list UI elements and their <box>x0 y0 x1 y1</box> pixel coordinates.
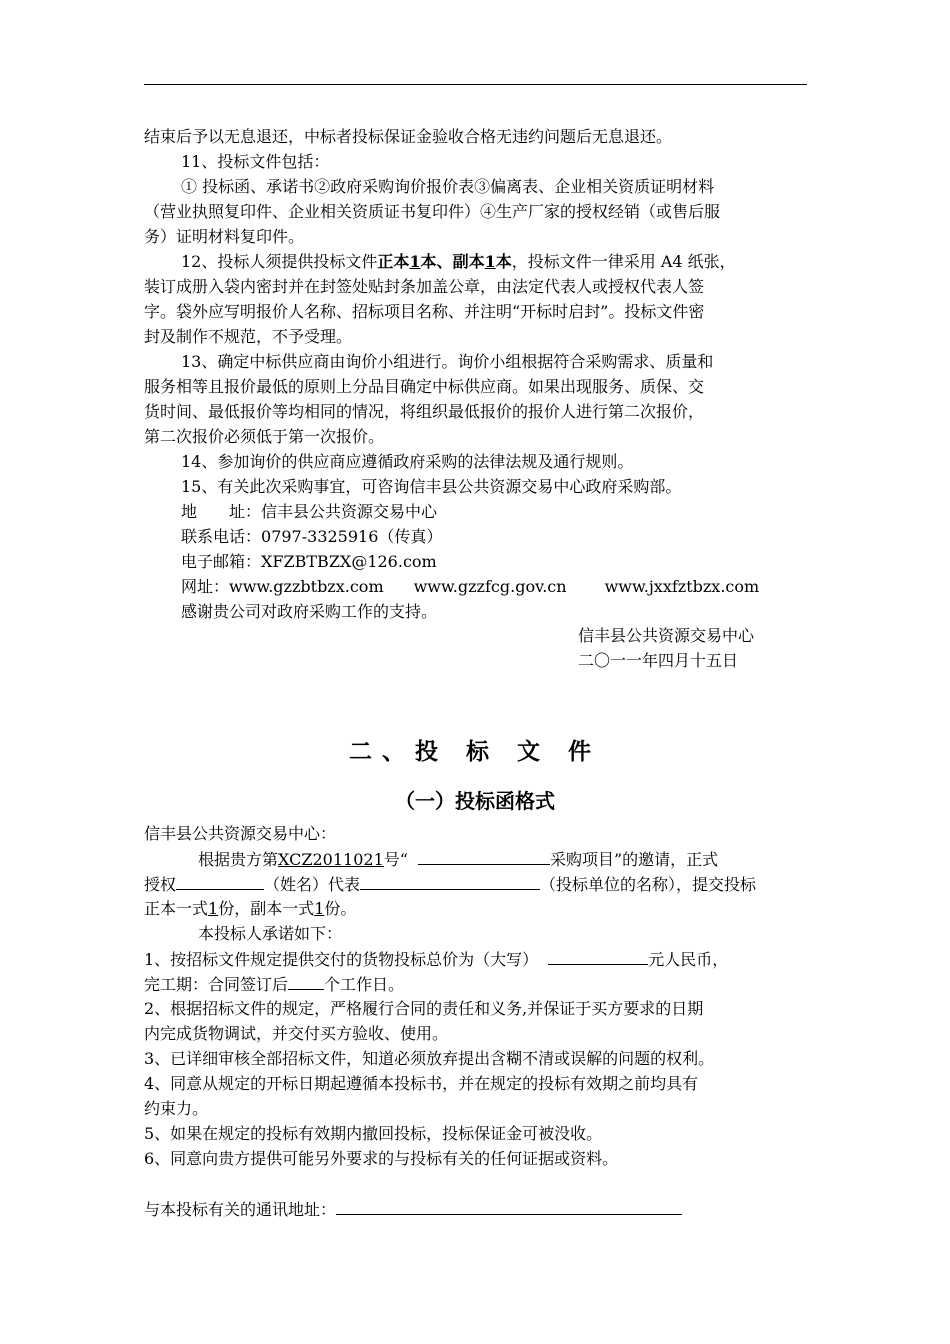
paragraph-12-line4: 封及制作不规范，不予受理。 <box>144 327 353 346</box>
section-subtitle: （一）投标函格式 <box>395 789 555 813</box>
item-5: 5、如果在规定的投标有效期内撤回投标，投标保证金可被没收。 <box>144 1124 603 1143</box>
contact-address-line <box>144 1198 682 1221</box>
letter-line3-b: 份，副本一式 <box>218 899 315 918</box>
item-4-line2: 约束力。 <box>144 1099 209 1118</box>
item-1-text-b: 元人民币， <box>648 950 729 969</box>
p12-copy-unit: 本 <box>495 252 512 271</box>
letter-line1-c: 采购项目”的邀请，正式 <box>549 850 719 869</box>
email-value: XFZBTBZX@126.com <box>261 552 437 571</box>
letter-line1-b: 号“ <box>383 850 408 869</box>
project-code: XCZ2011021 <box>278 850 384 869</box>
letter-line2-a: 授权 <box>144 875 177 894</box>
paragraph-13-line3: 货时间、最低报价等均相同的情况，将组织最低报价的报价人进行第二次报价， <box>144 402 705 421</box>
item-2-line1: 2、根据招标文件的规定，严格履行合同的责任和义务,并保证于买方要求的日期 <box>144 999 704 1018</box>
letter-line1-a: 根据贵方第 <box>198 850 279 869</box>
p12-original-label: 正本 <box>377 252 410 271</box>
duplicate-copies: 1 <box>314 899 325 918</box>
letter-line1 <box>198 848 718 871</box>
item-1-text-d: 个工作日。 <box>324 975 405 994</box>
work-days-blank[interactable] <box>288 973 324 990</box>
letter-line2-b: （姓名）代表 <box>264 875 361 894</box>
paragraph-11-line3: 务）证明材料复印件。 <box>144 227 305 246</box>
paragraph-15: 15、有关此次采购事宜，可咨询信丰县公共资源交易中心政府采购部。 <box>181 477 682 496</box>
paragraph-14: 14、参加询价的供应商应遵循政府采购的法律法规及通行规则。 <box>181 452 634 471</box>
paragraph-11-line1: ① 投标函、承诺书②政府采购询价报价表③偏离表、企业相关资质证明材料 <box>181 177 715 196</box>
website-label: 网址： <box>181 577 230 596</box>
p12-sep: 、 <box>436 252 453 271</box>
paragraph-13-line4: 第二次报价必须低于第一次报价。 <box>144 427 385 446</box>
address-line <box>181 501 437 523</box>
website-line <box>181 576 801 598</box>
paragraph-12-line2: 装订成册入袋内密封并在封签处贴封条加盖公章，由法定代表人或授权代表人签 <box>144 277 705 296</box>
item-2-line2: 内完成货物调试，并交付买方验收、使用。 <box>144 1024 449 1043</box>
project-name-blank[interactable] <box>418 848 550 865</box>
promise-heading: 本投标人承诺如下： <box>198 924 343 943</box>
signature-org: 信丰县公共资源交易中心 <box>578 626 755 645</box>
p12-original-unit: 本 <box>420 252 437 271</box>
company-name-blank[interactable] <box>360 873 540 890</box>
address-value: 信丰县公共资源交易中心 <box>261 502 438 521</box>
contact-address-blank[interactable] <box>336 1198 682 1215</box>
paragraph-13-line1: 13、确定中标供应商由询价小组进行。询价小组根据符合采购需求、质量和 <box>181 352 714 371</box>
name-blank[interactable] <box>176 873 264 890</box>
letter-line3-c: 份。 <box>324 899 357 918</box>
section-title: 二、投 标 文 件 <box>348 739 602 765</box>
letter-line3-a: 正本一式 <box>144 899 209 918</box>
p12-copy-count: 1 <box>484 252 496 271</box>
p12-copy-label: 副本 <box>452 252 485 271</box>
letter-line2 <box>144 873 756 896</box>
header-rule <box>144 84 807 85</box>
website-link-1[interactable]: www.gzzbtbzx.com <box>229 577 384 596</box>
phone-label: 联系电话： <box>181 527 262 546</box>
item-1-text-a: 1、按招标文件规定提供交付的货物投标总价为（大写） <box>144 950 539 969</box>
item-6: 6、同意向贵方提供可能另外要求的与投标有关的任何证据或资料。 <box>144 1149 619 1168</box>
letter-addressee: 信丰县公共资源交易中心： <box>144 824 337 843</box>
phone-value: 0797-3325916（传真） <box>261 527 443 546</box>
paragraph-11-title: 11、投标文件包括： <box>181 152 330 171</box>
total-price-blank[interactable] <box>548 948 648 965</box>
email-label: 电子邮箱： <box>181 552 262 571</box>
website-link-2[interactable]: www.gzzfcg.gov.cn <box>413 577 567 596</box>
thanks-line: 感谢贵公司对政府采购工作的支持。 <box>181 602 438 621</box>
address-label: 地 址： <box>181 502 262 521</box>
paragraph-13-line2: 服务相等且报价最低的原则上分品目确定中标供应商。如果出现服务、质保、交 <box>144 377 705 396</box>
paragraph-12-line3: 字。袋外应写明报价人名称、招标项目名称、并注明“开标时启封”。投标文件密 <box>144 302 705 321</box>
item-1-line1 <box>144 948 728 971</box>
item-1-text-c: 完工期：合同签订后 <box>144 975 289 994</box>
letter-line3 <box>144 898 356 920</box>
website-link-3[interactable]: www.jxxfztbzx.com <box>604 577 760 596</box>
paragraph-10-tail: 结束后予以无息退还，中标者投标保证金验收合格无违约问题后无息退还。 <box>144 127 673 146</box>
phone-line <box>181 526 442 548</box>
letter-line2-c: （投标单位的名称），提交投标 <box>540 875 757 894</box>
paragraph-11-line2: （营业执照复印件、企业相关资质证书复印件）④生产厂家的授权经销（或售后服 <box>144 202 721 221</box>
paragraph-12-line1 <box>181 251 736 273</box>
item-3: 3、已详细审核全部招标文件，知道必须放弃提出含糊不清或误解的问题的权利。 <box>144 1049 715 1068</box>
p12-text-a: 12、投标人须提供投标文件 <box>181 252 378 271</box>
p12-original-count: 1 <box>409 252 421 271</box>
email-line <box>181 551 437 573</box>
item-1-line2 <box>144 973 404 996</box>
original-copies: 1 <box>208 899 219 918</box>
item-4-line1: 4、同意从规定的开标日期起遵循本投标书，并在规定的投标有效期之前均具有 <box>144 1074 699 1093</box>
contact-address-label: 与本投标有关的通讯地址： <box>144 1200 337 1219</box>
p12-text-i: ，投标文件一律采用 A4 纸张， <box>511 252 736 271</box>
signature-date: 二〇一一年四月十五日 <box>578 651 739 670</box>
